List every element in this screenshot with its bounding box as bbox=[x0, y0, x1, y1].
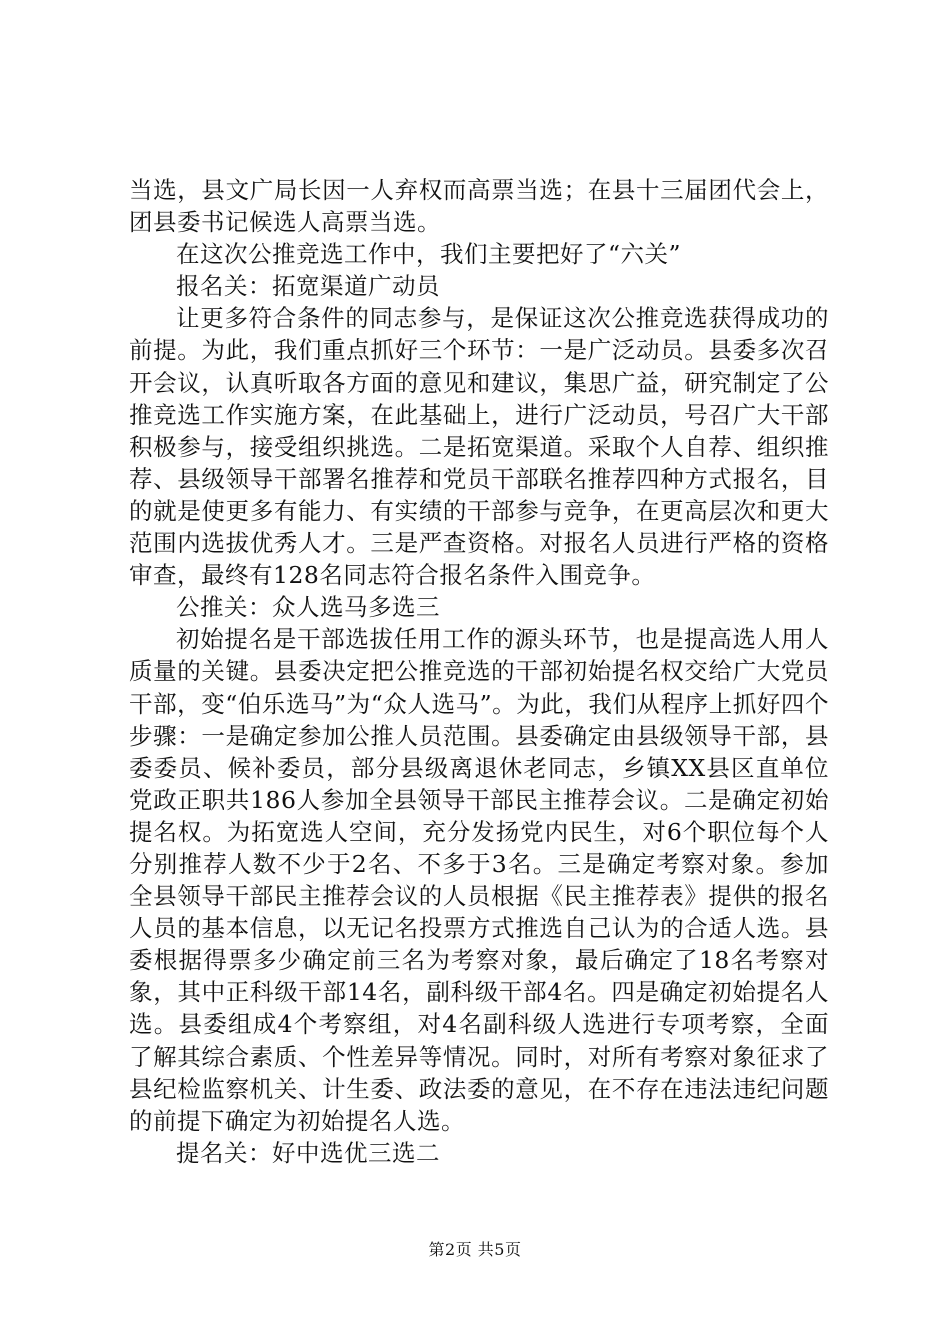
section-heading-public-recommendation: 公推关：众人选马多选三 bbox=[176, 593, 440, 622]
paragraph-4: 初始提名是干部选拔任用工作的源头环节，也是提高选人用人质量的关键。县委决定把公推竞选的干部初始提名权交给广大党员干部，变“伯乐选马”为“众人选马”。为此，我们从程序上抓好四个步骤：一是确定参加公推人员范围。县委确定由县级领导干部，县委委员、候补委员，部分县级离退休老同志，乡镇XX县区直单位党政正职共186人参加全县领导干部民主推荐会议。二是确定初始提名权。为拓宽选人空间，充分发扬党内民生，对6个职位每个人分别推荐人数不少于2名、不多于3名。三是确定考察对象。参加全县领导干部民主推荐会议的人员根据《民主推荐表》提供的报名人员的基本信息，以无记名投票方式推选自己认为的合适人选。县委根据得票多少确定前三名为考察对象，最后确定了18名考察对象，其中正科级干部14名，副科级干部4名。四是确定初始提名人选。县委组成4个考察组，对4名副科级人选进行专项考察，全面了解其综合素质、个性差异等情况。同时，对所有考察对象征求了县纪检监察机关、计生委、政法委的意见，在不存在违法违纪问题的前提下确定为初始提名人选。 bbox=[129, 625, 829, 1135]
paragraph-3: 让更多符合条件的同志参与，是保证这次公推竞选获得成功的前提。为此，我们重点抓好三个环节：一是广泛动员。县委多次召开会议，认真听取各方面的意见和建议，集思广益，研究制定了公推竞选工作实施方案，在此基础上，进行广泛动员，号召广大干部积极参与，接受组织挑选。二是拓宽渠道。采取个人自荐、组织推荐、县级领导干部署名推荐和党员干部联名推荐四种方式报名，目的就是使更多有能力、有实绩的干部参与竞争，在更高层次和更大范围内选拔优秀人才。三是严查资格。对报名人员进行严格的资格审查，最终有128名同志符合报名条件入围竞争。 bbox=[129, 304, 829, 590]
page-footer: 第2页 共5页 bbox=[428, 1240, 522, 1259]
body-text bbox=[129, 174, 829, 1169]
section-heading-nomination: 提名关：好中选优三选二 bbox=[176, 1138, 440, 1167]
section-heading-registration: 报名关：拓宽渠道广动员 bbox=[176, 272, 440, 301]
paragraph-2: 在这次公推竞选工作中，我们主要把好了“六关” bbox=[176, 240, 682, 269]
paragraph-1: 当选，县文广局长因一人弃权而高票当选；在县十三届团代会上，团县委书记候选人高票当选。 bbox=[129, 176, 829, 237]
